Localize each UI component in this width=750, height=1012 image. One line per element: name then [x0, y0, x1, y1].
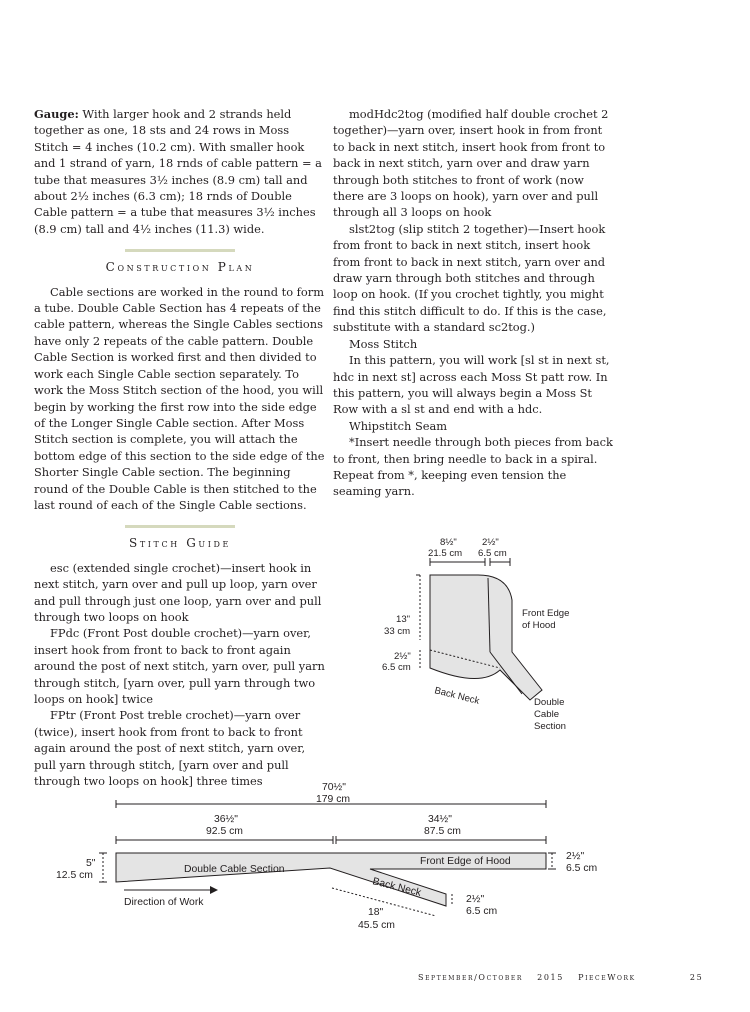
- stitch-slst2tog: slst2tog (slip stitch 2 together)—Insert hook from front to back in next stitch, insert hook from front to back in next stitch, yarn over and draw yarn through both stitches and through loop on hook. (If you crochet tightly, you might find this stitch difficult to do. If this is the case, substitute with a standard sc2tog.): [333, 221, 607, 335]
- hood-lower-in: 2½": [394, 651, 411, 662]
- moss-stitch-heading: Moss Stitch: [349, 336, 418, 351]
- flat-neck-h-cm: 6.5 cm: [466, 906, 498, 917]
- hood-back-neck: Back Neck: [433, 685, 481, 708]
- hood-top-b-cm: 6.5 cm: [478, 548, 507, 559]
- flat-right-h-cm: 6.5 cm: [566, 863, 598, 874]
- flat-neck-h-in: 2½": [466, 894, 485, 905]
- stitch-guide-title: Stitch Guide: [129, 536, 231, 551]
- page-footer: [418, 973, 718, 982]
- flat-right-h-in: 2½": [566, 851, 585, 862]
- hood-shape: [430, 575, 542, 700]
- hood-front-edge-1: Front Edge: [522, 608, 570, 619]
- stitch-esc: esc (extended single crochet)—insert hook in next stitch, yarn over and pull up loop, yarn over and pull through just one loop, yarn over and pull through two loops on hook: [34, 560, 322, 624]
- hood-top-b-in: 2½": [482, 537, 499, 548]
- moss-stitch-text: In this pattern, you will work [sl st in next st, hdc in next st] across each Moss St patt row. In this pattern, you will always begin a Moss St Row with a sl st and end with a hdc.: [333, 353, 610, 417]
- flat-front-edge: Front Edge of Hood: [420, 856, 511, 867]
- flat-height-in: 5": [86, 858, 96, 869]
- hood-height-cm: 33 cm: [384, 626, 411, 637]
- hood-lower-cm: 6.5 cm: [382, 662, 411, 673]
- flat-back-neck: Back Neck: [371, 876, 423, 899]
- hood-top-a-in: 8½": [440, 537, 457, 548]
- stitch-fptr: FPtr (Front Post treble crochet)—yarn over (twice), insert hook from front to back to front again around the post of next stitch, yarn over, pull yarn through stitch, [yarn over and pull through two loops on hook] three times: [34, 708, 306, 789]
- stitch-fpdc: FPdc (Front Post double crochet)—yarn over, insert hook from front to back to front again around the post of next stitch, yarn over, pull yarn through stitch, [yarn over, pull yarn through two loops on hook] twice: [34, 626, 325, 706]
- flat-neck-len-in: 18": [368, 907, 384, 918]
- flat-total-in: 70½": [322, 782, 346, 793]
- hood-front-edge-2: of Hood: [522, 620, 556, 631]
- gauge-label: Gauge:: [34, 107, 79, 121]
- flat-height-cm: 12.5 cm: [56, 870, 93, 881]
- hood-top-a-cm: 21.5 cm: [428, 548, 463, 559]
- hood-double-1: Double: [534, 697, 565, 708]
- gauge-text: With larger hook and 2 strands held together as one, 18 sts and 24 rows in Moss Stitch = 4 inches (10.2 cm). With smaller hook and 1 strand of yarn, 18 rnds of cable pattern = a tube that measures 3½ inches (8.9 cm) tall and about 2½ inches (6.3 cm); 18 rnds of Double Cable pattern = a tube that measures 3½ inches (8.9 cm) tall and 4½ inches (11.3) wide.: [34, 107, 322, 236]
- flat-direction: Direction of Work: [124, 897, 204, 908]
- construction-plan-text: Cable sections are worked in the round to form a tube. Double Cable Section has 4 repeats of the cable pattern, whereas the Single Cables sections have only 2 repeats of the cable pattern. Double Cable Section is worked first and then divided to work each Single Cable section separately. To work the Moss Stitch section of the hood, you will begin by working the first row into the side edge of the Longer Single Cable section. After Moss Stitch section is complete, you will attach the bottom edge of this section to the side edge of the Shorter Single Cable section. The beginning round of the Double Cable is then stitched to the last round of each of the Single Cable sections.: [34, 284, 325, 512]
- stitch-modhdc2tog: modHdc2tog (modified half double crochet 2 together)—yarn over, insert hook in from front to back in next stitch, insert hook from front to back in next stitch, yarn over and draw yarn through both stitches to front of work (now there are 3 loops on hook), yarn over and pull through all 3 loops on hook: [333, 107, 609, 220]
- flat-total-cm: 179 cm: [316, 794, 351, 805]
- whipstitch-text: *Insert needle through both pieces from back to front, then bring needle to back in a spiral. Repeat from *, keeping even tension the seaming yarn.: [333, 435, 613, 499]
- page-number: 25: [689, 973, 704, 982]
- hood-double-2: Cable: [534, 709, 560, 720]
- flat-double-cable: Double Cable Section: [184, 864, 285, 875]
- footer-issue: September/October: [418, 973, 524, 982]
- flat-left-in: 36½": [214, 814, 238, 825]
- footer-year: 2015: [537, 973, 564, 982]
- whipstitch-heading: Whipstitch Seam: [349, 418, 448, 433]
- flat-right-in: 34½": [428, 814, 452, 825]
- hood-double-3: Section: [534, 721, 566, 732]
- flat-right-cm: 87.5 cm: [424, 826, 461, 837]
- flat-left-cm: 92.5 cm: [206, 826, 243, 837]
- footer-magazine: PieceWork: [578, 973, 636, 982]
- hood-height-in: 13": [396, 614, 411, 625]
- construction-plan-title: Construction Plan: [105, 260, 255, 275]
- flat-neck-len-cm: 45.5 cm: [358, 920, 395, 931]
